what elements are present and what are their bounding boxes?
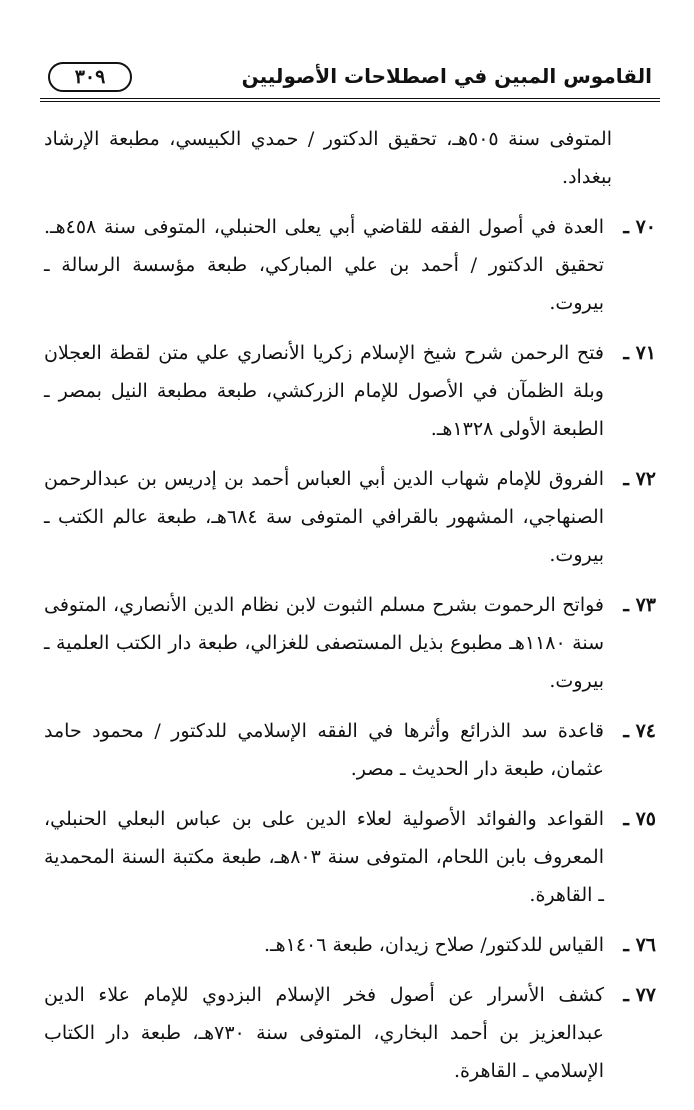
entry-text: فواتح الرحموت بشرح مسلم الثبوت لابن نظام الدين الأنصاري، المتوفى سنة ١١٨٠هـ مطبوع بذيل المستصفى للغزالي، طبعة دار الكتب العلمية ـ بيروت. (44, 594, 604, 692)
entry-text: قاعدة سد الذرائع وأثرها في الفقه الإسلامي للدكتور / محمود حامد عثمان، طبعة دار الحديث ـ مصر. (44, 720, 604, 780)
entry-text: القياس للدكتور/ صلاح زيدان، طبعة ١٤٠٦هـ. (263, 934, 604, 956)
entry-text: القواعد والفوائد الأصولية لعلاء الدين على بن عباس البعلي الحنبلي، المعروف بابن اللحام، المتوفى سنة ٨٠٣هـ، طبعة مكتبة السنة المحمدية ـ القاهرة. (44, 808, 604, 906)
running-header (40, 58, 660, 100)
entry-text: العدة في أصول الفقه للقاضي أبي يعلى الحنبلي، المتوفى سنة ٤٥٨هـ. تحقيق الدكتور / أحمد بن علي المباركي، طبعة مؤسسة الرسالة ـ بيروت. (44, 216, 604, 314)
entry-number: ٧٤ ـ (623, 720, 656, 742)
page-number-badge: ٣٠٩ (48, 62, 132, 92)
entry-number: ٧٥ ـ (623, 808, 656, 830)
list-item-76 (44, 926, 656, 964)
entry-number: ٧٦ ـ (623, 934, 656, 956)
entry-number: ٧٢ ـ (623, 468, 656, 490)
list-item-73 (44, 586, 656, 700)
entry-number: ٧٣ ـ (623, 594, 656, 616)
list-item-71 (44, 334, 656, 448)
entry-text: الفروق للإمام شهاب الدين أبي العباس أحمد بن إدريس بن عبدالرحمن الصنهاجي، المشهور بالقرافي المتوفى سة ٦٨٤هـ، طبعة عالم الكتب ـ بيروت. (44, 468, 604, 566)
running-header-title: القاموس المبين في اصطلاحات الأصوليين (241, 64, 652, 88)
list-item-74 (44, 712, 656, 788)
list-item-77 (44, 976, 656, 1090)
entry-number: ٧٧ ـ (623, 984, 656, 1006)
entry-text: المتوفى سنة ٥٠٥هـ، تحقيق الدكتور / حمدي الكبيسي، مطبعة الإرشاد ببغداد. (44, 128, 612, 188)
entry-number: ٧١ ـ (623, 342, 656, 364)
list-item-72 (44, 460, 656, 574)
bibliography-list (44, 120, 656, 1102)
header-divider (40, 98, 660, 102)
list-item-70 (44, 208, 656, 322)
entry-number: ٧٠ ـ (623, 216, 656, 238)
list-item-75 (44, 800, 656, 914)
list-item-continuation (44, 120, 656, 196)
entry-text: فتح الرحمن شرح شيخ الإسلام زكريا الأنصاري علي متن لقطة العجلان وبلة الظمآن في الأصول للإمام الزركشي، طبعة مطبعة النيل بمصر ـ الطبعة الأولى ١٣٢٨هـ. (44, 342, 604, 440)
entry-text: كشف الأسرار عن أصول فخر الإسلام البزدوي للإمام علاء الدين عبدالعزيز بن أحمد البخاري، المتوفى سنة ٧٣٠هـ، طبعة دار الكتاب الإسلامي ـ القاهرة. (44, 984, 604, 1082)
